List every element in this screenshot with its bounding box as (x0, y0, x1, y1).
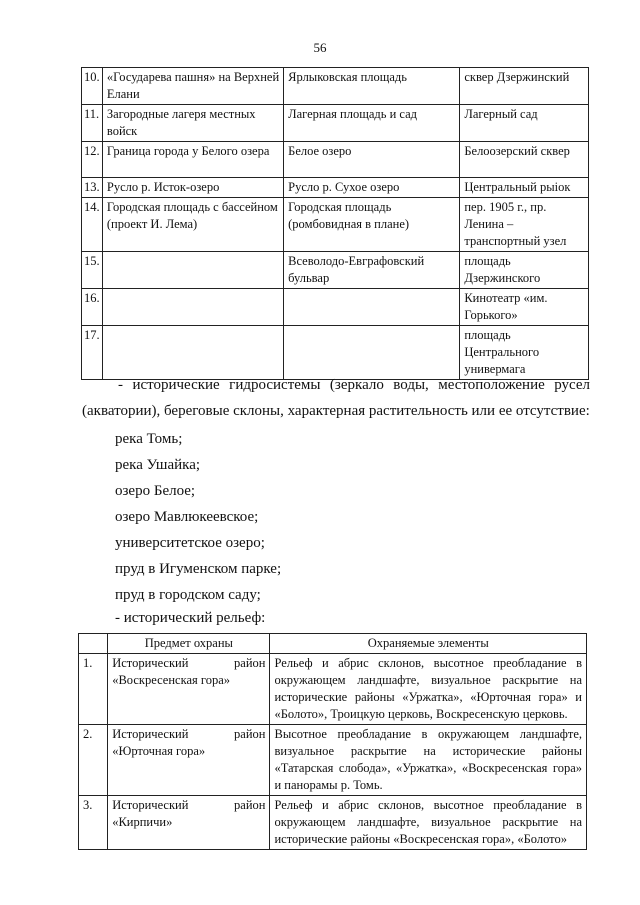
landmarks-table (81, 67, 589, 380)
subject-word: Исторический (112, 798, 189, 812)
hydro-item: пруд в городском саду; (115, 587, 261, 603)
protected-elements: Рельеф и абрис склонов, высотное преобладание в окружающем ландшафте, визуальное раскрытие на исторические районы «Воскресенская гора», «Болото» (270, 796, 587, 850)
hydro-intro: - исторические гидросистемы (зеркало воды, местоположение русел (акватории), береговые склоны, характерная растительность или ее отсутствие: (82, 377, 590, 419)
historical-place: Русло р. Сухое озеро (284, 178, 460, 198)
subject-word: Исторический (112, 727, 189, 741)
table-row (82, 252, 589, 289)
header-number (79, 634, 108, 654)
table-header-row (79, 634, 587, 654)
hydro-item: озеро Мавлюкеевское; (115, 509, 259, 525)
table-row (82, 142, 589, 178)
historical-place: Городская площадь (ромбовидная в плане) (284, 198, 460, 252)
table-row (79, 796, 587, 850)
historical-object: Городская площадь с бассейном (проект И. Лема) (102, 198, 283, 252)
subject-name: «Юрточная гора» (112, 744, 206, 758)
current-place: площадь Дзержинского (460, 252, 589, 289)
protection-subject (108, 725, 270, 796)
row-number: 11. (82, 105, 103, 142)
hydro-item: озеро Белое; (115, 483, 196, 499)
subject-name: «Кирпичи» (112, 815, 173, 829)
row-number: 13. (82, 178, 103, 198)
header-subject: Предмет охраны (108, 634, 270, 654)
protected-elements: Рельеф и абрис склонов, высотное преобладание в окружающем ландшафте, визуальное раскрытие на исторические районы «Уржатка», «Юрточная гора» и «Болото», Троицкую церковь, Воскресенскую церковь. (270, 654, 587, 725)
subject-word: Исторический (112, 656, 189, 670)
row-number: 3. (79, 796, 108, 850)
table-row (82, 68, 589, 105)
table-row (82, 178, 589, 198)
subject-word: район (234, 798, 266, 812)
current-place: Лагерный сад (460, 105, 589, 142)
historical-place: Ярлыковская площадь (284, 68, 460, 105)
historical-object: Русло р. Исток-озеро (102, 178, 283, 198)
hydro-item: река Ушайка; (115, 457, 201, 473)
protection-subject (108, 654, 270, 725)
row-number: 15. (82, 252, 103, 289)
historical-object (102, 252, 283, 289)
subject-word: район (234, 727, 266, 741)
page-number: 56 (313, 40, 327, 55)
historical-place: Лагерная площадь и сад (284, 105, 460, 142)
hydro-item: река Томь; (115, 431, 183, 447)
hydro-item: университетское озеро; (115, 535, 265, 551)
row-number: 16. (82, 289, 103, 326)
historical-place (284, 289, 460, 326)
current-place: сквер Дзержинский (460, 68, 589, 105)
row-number: 14. (82, 198, 103, 252)
table-row (82, 105, 589, 142)
historical-object: Граница города у Белого озера (102, 142, 283, 178)
protection-subject (108, 796, 270, 850)
table-row (82, 198, 589, 252)
relief-intro: - исторический рельеф: (115, 610, 266, 626)
row-number: 17. (82, 326, 103, 380)
historical-object: Загородные лагеря местных войск (102, 105, 283, 142)
historical-object (102, 289, 283, 326)
relief-table (78, 633, 587, 850)
row-number: 1. (79, 654, 108, 725)
table-row (79, 654, 587, 725)
historical-place: Всеволодо-Евграфовский бульвар (284, 252, 460, 289)
subject-word: район (234, 656, 266, 670)
historical-place: Белое озеро (284, 142, 460, 178)
current-place: площадь Центрального универмага (460, 326, 589, 380)
row-number: 2. (79, 725, 108, 796)
protected-elements: Высотное преобладание в окружающем ландшафте, визуальное раскрытие на исторические районы «Татарская слобода», «Уржатка», «Воскресенская гора» и панорамы р. Томь. (270, 725, 587, 796)
current-place: Белоозерский сквер (460, 142, 589, 178)
current-place: Центральный рыіок (460, 178, 589, 198)
row-number: 12. (82, 142, 103, 178)
header-elements: Охраняемые элементы (270, 634, 587, 654)
current-place: пер. 1905 г., пр. Ленина – транспортный узел (460, 198, 589, 252)
subject-name: «Воскресенская гора» (112, 673, 231, 687)
current-place: Кинотеатр «им. Горького» (460, 289, 589, 326)
table-row (79, 725, 587, 796)
historical-object: «Государева пашня» на Верхней Елани (102, 68, 283, 105)
hydro-item: пруд в Игуменском парке; (115, 561, 282, 577)
table-row (82, 289, 589, 326)
row-number: 10. (82, 68, 103, 105)
